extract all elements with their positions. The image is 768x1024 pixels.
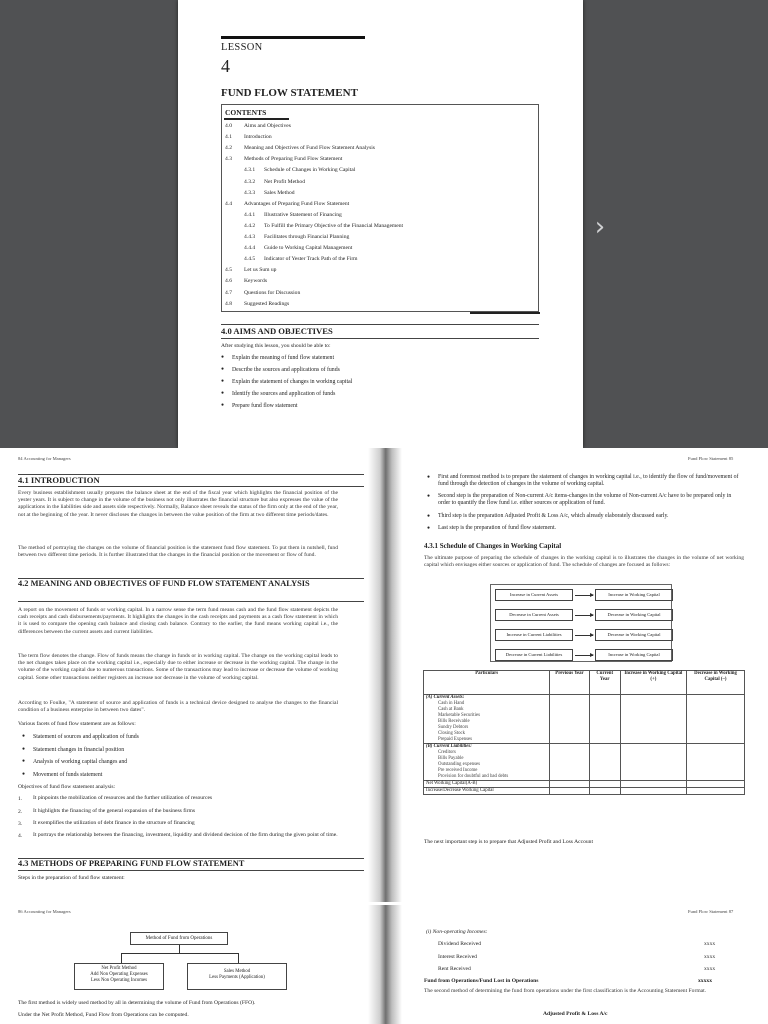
particulars-line: Bills Payable — [438, 756, 464, 761]
particulars-line: Cash in Hand — [438, 701, 465, 706]
facets-intro: Various facets of fund flow statement are as follows: — [18, 721, 136, 727]
objective-text: It exemplifies the utilization of debt finance in the structure of financing — [33, 820, 195, 826]
toc-item-label: Advantages of Preparing Fund Flow Statement — [244, 200, 350, 207]
flow-result-box: Decrease in Working Capital — [595, 609, 673, 621]
net-profit-line-2: Add Non Operating Expenses — [90, 972, 148, 977]
table-header-row — [424, 671, 745, 695]
working-capital-table — [423, 670, 745, 795]
toc-item-number: 4.1 — [225, 134, 232, 141]
schedule-paragraph: The ultimate purpose of preparing the schedule of changes in the working capital is to illustrates the changes in the volume of net working capital which envisages either sources or application of fund. The schedule of changes are focused as follows: — [424, 555, 744, 569]
aims-item: ● Identify the sources and application of funds — [232, 390, 335, 398]
facet-item: ● Movement of funds statement — [33, 771, 102, 779]
toc-item-number: 4.0 — [225, 123, 232, 129]
aims-bottom-rule — [221, 338, 539, 339]
toc-item-label: Questions for Discussion — [244, 289, 301, 296]
toc-item-number: 4.2 — [225, 145, 232, 152]
method-connector-left — [121, 953, 122, 963]
particulars-line: Marketable Securities — [438, 713, 480, 718]
methods-bottom-rule — [18, 870, 364, 871]
value-cell — [687, 788, 745, 795]
intro-bottom-rule — [18, 486, 364, 487]
meaning-paragraph-3: According to Foulke, "A statement of source and application of funds is a technical device designed to analyse the changes to the financial condition of a business enterprise in between two dates". — [18, 700, 338, 714]
schedule-heading: 4.3.1 Schedule of Changes in Working Capital — [424, 542, 562, 550]
toc-item-number: 4.4.3 — [244, 234, 256, 240]
next-page-button[interactable] — [588, 212, 612, 242]
adjusted-pl-title: Adjusted Profit & Loss A/c — [543, 1011, 608, 1017]
flow-source-box: Decrease in Current Assets — [495, 609, 573, 621]
toc-item — [225, 266, 276, 274]
non-operating-item: Dividend Received — [438, 941, 482, 947]
particulars-cell — [424, 744, 550, 781]
toc-item — [244, 244, 352, 252]
contents-bottom-rule — [470, 312, 540, 314]
step-item: ● Second step is the preparation of Non-current A/c items-changes in the volume of Non-current A/c have to be prepared only in order to quantify the flow fund i.e. either sources or application of fund. — [438, 493, 743, 507]
toc-item — [225, 300, 289, 308]
table-header-cell: Current Year — [589, 671, 620, 695]
facet-item: ● Analysis of working capital changes and — [33, 758, 127, 766]
running-head-85: Fund Flow Statement 85 — [688, 456, 734, 461]
ffo-value: xxxxx — [698, 978, 712, 984]
next-step-text: The next important step is to prepare that Adjusted Profit and Loss Account — [424, 839, 594, 845]
toc-item — [244, 211, 342, 219]
flow-result-box: Increase in Working Capital — [595, 589, 673, 601]
value-cell — [550, 744, 589, 781]
table-header-cell: Increase in Working Capital (+) — [620, 671, 686, 695]
value-cell — [589, 781, 620, 788]
particulars-line: Creditors — [438, 750, 456, 755]
method-connector-v — [179, 945, 180, 953]
toc-item — [244, 222, 403, 230]
toc-item-number: 4.3 — [225, 156, 232, 163]
value-cell — [550, 781, 589, 788]
value-cell — [687, 744, 745, 781]
meaning-heading-text: 4.2 MEANING AND OBJECTIVES OF FUND FLOW STATEMENT ANALYSIS — [18, 579, 310, 588]
toc-item — [225, 122, 291, 130]
toc-item-label: Methods of Preparing Fund Flow Statement — [244, 156, 343, 163]
lesson-number: 4 — [221, 56, 230, 76]
table-body — [424, 695, 745, 795]
toc-item-label: Indicator of Yester Track Path of the Firm — [264, 256, 358, 263]
particulars-line: Prepaid Expenses — [438, 737, 472, 742]
lesson-label: LESSON — [221, 42, 263, 53]
toc-item — [225, 144, 375, 152]
lesson-title: FUND FLOW STATEMENT — [221, 87, 358, 99]
method-connector-h — [121, 953, 238, 954]
toc-item-label: To Fulfill the Primary Objective of the Financial Management — [264, 222, 404, 229]
table-header-cell: Previous Year — [550, 671, 589, 695]
objective-number: 3. — [18, 821, 23, 827]
intro-heading: 4.1 INTRODUCTION — [18, 475, 100, 485]
value-cell — [550, 695, 589, 744]
page-gap — [0, 902, 768, 905]
particulars-line: (B) Current Liabilities: — [426, 744, 472, 749]
flow-result-box: Increase in Working Capital — [595, 649, 673, 661]
particulars-line: Closing Stock — [438, 731, 466, 736]
flow-arrow — [575, 595, 593, 596]
toc-item-number: 4.4.2 — [244, 222, 256, 229]
step-item: ● Third step is the preparation Adjusted Profit & Loss A/c, which already elaborately discussed early. — [438, 513, 743, 520]
particulars-line: Provision for doubtful and bad debts — [438, 774, 509, 779]
net-profit-line-3: Less Non Operating Incomes — [90, 978, 148, 983]
net-profit-method-box — [74, 963, 164, 990]
toc-item — [225, 133, 272, 141]
running-head-84: 84 Accounting for Managers — [18, 456, 71, 461]
aims-item: ● Describe the sources and applications of funds — [232, 366, 340, 374]
objective-number: 2. — [18, 809, 23, 815]
step-item: ● First and foremost method is to prepare the statement of changes in working capital i.e., to identify the flow of fund/movement of fund through the detection of changes in the volume of working capital. — [438, 474, 743, 488]
toc-item-number: 4.6 — [225, 278, 232, 285]
footer-label-cell: Increase/Decrease Working Capital — [424, 788, 550, 795]
particulars-line: Outstanding expenses — [438, 762, 480, 767]
objective-number: 1. — [18, 796, 23, 802]
flow-arrow — [575, 635, 593, 636]
toc-item-label: Aims and Objectives — [244, 123, 291, 129]
running-head-86: 86 Accounting for Managers — [18, 909, 71, 914]
toc-item — [225, 289, 300, 297]
methods-heading: 4.3 METHODS OF PREPARING FUND FLOW STATEMENT — [18, 859, 245, 868]
toc-item — [244, 255, 358, 263]
objective-number: 4. — [18, 833, 23, 839]
aims-item: ● Explain the meaning of fund flow statement — [232, 354, 334, 362]
step-item: ● Last step is the preparation of fund flow statement. — [438, 525, 743, 532]
flow-source-box: Decrease in Current Liabilities — [495, 649, 573, 661]
particulars-line: (A) Current Assets: — [426, 695, 465, 700]
value-cell — [589, 744, 620, 781]
toc-item — [225, 277, 267, 285]
sales-method-box — [187, 963, 287, 990]
objective-text: It portrays the relationship between the financing, investment, liquidity and dividend decision of the firm during the given point of time. — [33, 832, 338, 838]
current-liabilities-row — [424, 744, 745, 781]
value-cell — [620, 744, 686, 781]
meaning-heading — [18, 579, 338, 589]
toc-item-number: 4.4.1 — [244, 211, 256, 218]
current-assets-row — [424, 695, 745, 744]
particulars-line: Sundry Debtors — [438, 725, 469, 730]
value-cell — [620, 781, 686, 788]
value-cell — [620, 695, 686, 744]
method-connector-right — [238, 953, 239, 963]
value-cell — [687, 695, 745, 744]
toc-item-label: Suggested Readings — [244, 300, 290, 307]
flow-result-box: Decrease in Working Capital — [595, 629, 673, 641]
flow-arrow — [575, 655, 593, 656]
non-operating-item: Interest Received — [438, 953, 477, 960]
meaning-paragraph-2: The term flow denotes the change. Flow of funds means the change in funds or in working capital. The change on the working capital leads to the net changes takes place on the working capital i.e., especially due to either increase or decrease in the working capital. The change in the volume of the working capital due to numerous transactions. Some of the transactions may lead to increase or decrease the volume of working capital. Some other transactions neither registers an increase nor decrease in the volume of working capital. — [18, 653, 338, 681]
toc-item-number: 4.3.3 — [244, 189, 256, 196]
toc-item — [244, 233, 349, 241]
toc-item-label: Facilitates through Financial Planning — [264, 234, 350, 240]
document-page-lesson-start — [178, 0, 583, 448]
facet-item: ● Statement changes in financial position — [33, 746, 124, 754]
toc-item-number: 4.3.2 — [244, 178, 256, 185]
toc-item-label: Guide to Working Capital Management — [264, 245, 353, 252]
toc-item-label: Meaning and Objectives of Fund Flow Statement Analysis — [244, 145, 375, 152]
toc-item — [244, 178, 305, 186]
particulars-line: Pre received Income — [438, 768, 478, 773]
toc-item-number: 4.8 — [225, 300, 232, 307]
page87-paragraph: The second method of determining the fund from operations under the first classification is the Accounting Statement Format. — [424, 988, 707, 994]
non-operating-value: xxxx — [704, 953, 716, 960]
value-cell — [589, 788, 620, 795]
method-box: Method of Fund from Operations — [130, 932, 228, 945]
particulars-line: Bills Receivable — [438, 719, 470, 724]
facet-item: ● Statement of sources and application of funds — [33, 733, 139, 741]
aims-item: ● Prepare fund flow statement — [232, 402, 298, 410]
toc-item — [244, 189, 295, 197]
meaning-bottom-rule — [18, 601, 364, 602]
non-operating-label: (i) Non-operating Incomes: — [426, 929, 488, 935]
toc-item-number: 4.4 — [225, 200, 232, 207]
book-gutter — [368, 448, 402, 1024]
table-header-cell: Particulars — [424, 671, 550, 695]
net-profit-line-1: Net Profit Method — [101, 966, 137, 971]
value-cell — [550, 788, 589, 795]
toc-item — [225, 200, 349, 208]
objective-text: It highlights the financing of the general expansion of the business firms — [33, 808, 196, 814]
flow-source-box: Increase in Current Assets — [495, 589, 573, 601]
toc-item — [244, 166, 355, 174]
toc-item-label: Sales Method — [264, 189, 295, 196]
lesson-rule — [221, 36, 365, 39]
particulars-line: Cash at Bank — [438, 707, 464, 712]
contents-title: CONTENTS — [225, 108, 267, 117]
aims-intro: After studying this lesson, you should be able to: — [221, 343, 331, 349]
particulars-cell — [424, 695, 550, 744]
value-cell — [589, 695, 620, 744]
objectives-intro: Objectives of fund flow statement analysis: — [18, 784, 116, 790]
page86-paragraph-1: The first method is widely used method by all in determining the volume of Fund from Operations (FFO). — [18, 1000, 256, 1006]
toc-item-number: 4.4.5 — [244, 256, 256, 263]
page86-paragraph-2: Under the Net Profit Method, Fund Flow from Operations can be computed. — [18, 1012, 189, 1018]
intro-paragraph-2: The method of portraying the changes on the volume of financial position is the statement fund flow statement. To put them in nutshell, fund between two different time periods. It is further illustrated that the changes in the financial position or the movement or flow of fund. — [18, 545, 338, 559]
non-operating-value: xxxx — [704, 966, 716, 972]
sales-line-2: Less Payments (Application) — [209, 975, 265, 980]
table-footer-row — [424, 781, 745, 788]
value-cell — [620, 788, 686, 795]
sales-line-1: Sales Method — [223, 969, 251, 974]
toc-item — [225, 155, 342, 163]
toc-item-label: Introduction — [244, 134, 272, 141]
toc-item-number: 4.5 — [225, 267, 232, 274]
non-operating-value: xxxx — [704, 941, 716, 947]
flow-source-box: Increase in Current Liabilities — [495, 629, 573, 641]
changes-flow-diagram — [490, 584, 672, 662]
toc-item-number: 4.3.1 — [244, 167, 256, 174]
aims-item: ● Explain the statement of changes in working capital — [232, 378, 352, 386]
ffo-label: Fund from Operations/Fund Lost in Operations — [424, 978, 539, 984]
toc-item-label: Net Profit Method — [264, 178, 306, 185]
contents-rule — [224, 118, 289, 120]
value-cell — [687, 781, 745, 788]
running-head-87: Fund Flow Statement 87 — [688, 909, 734, 914]
table-footer-row — [424, 788, 745, 795]
meaning-paragraph-1: A report on the movement of funds or working capital. In a narrow sense the term fund means cash and the fund flow statement depicts the cash receipts and cash disbursements/payments. It highlights the changes in the cash receipts and payments as a cash flow statement in which it is used to compare the opening cash balance and closing cash balance. Contrary to the earlier, the fund means working capital i.e., the differences between the current assets and current liabilities. — [18, 607, 338, 635]
toc-item-label: Illustrative Statement of Financing — [264, 211, 342, 218]
contents-box — [221, 104, 539, 312]
objective-text: It pinpoints the mobilization of resources and the further utilization of resources — [33, 795, 213, 801]
toc-item-label: Schedule of Changes in Working Capital — [264, 167, 356, 174]
aims-top-rule — [221, 324, 539, 325]
aims-heading: 4.0 AIMS AND OBJECTIVES — [221, 326, 333, 336]
toc-item-number: 4.4.4 — [244, 245, 256, 252]
toc-item-label: Keywords — [244, 278, 267, 285]
flow-arrow — [575, 615, 593, 616]
table-header-cell: Decrease in Working Capital (–) — [687, 671, 745, 695]
toc-item-label: Let us Sum up — [244, 267, 277, 274]
toc-item-number: 4.7 — [225, 289, 232, 296]
intro-paragraph-1: Every business establishment usually prepares the balance sheet at the end of the fiscal year which highlights the financial position of the yester years. It is subject to change in the volume of the business not only illustrates the financial structure but also expresses the value of the applications in the liabilities side and assets side respectively. Normally, Balance sheet reveals the status of the firm only at the end of the year, not at the beginning of the year. It never discloses the changes in between the value position of the firm at two different time periods/dates. — [18, 490, 338, 518]
two-page-spread — [0, 448, 768, 1024]
methods-intro: Steps in the preparation of fund flow statement: — [18, 875, 125, 881]
chevron-right-icon[interactable]: › — [594, 212, 606, 242]
footer-label-cell: Net Working Capital(A-B) — [424, 781, 550, 788]
non-operating-item: Rent Received — [438, 966, 471, 972]
